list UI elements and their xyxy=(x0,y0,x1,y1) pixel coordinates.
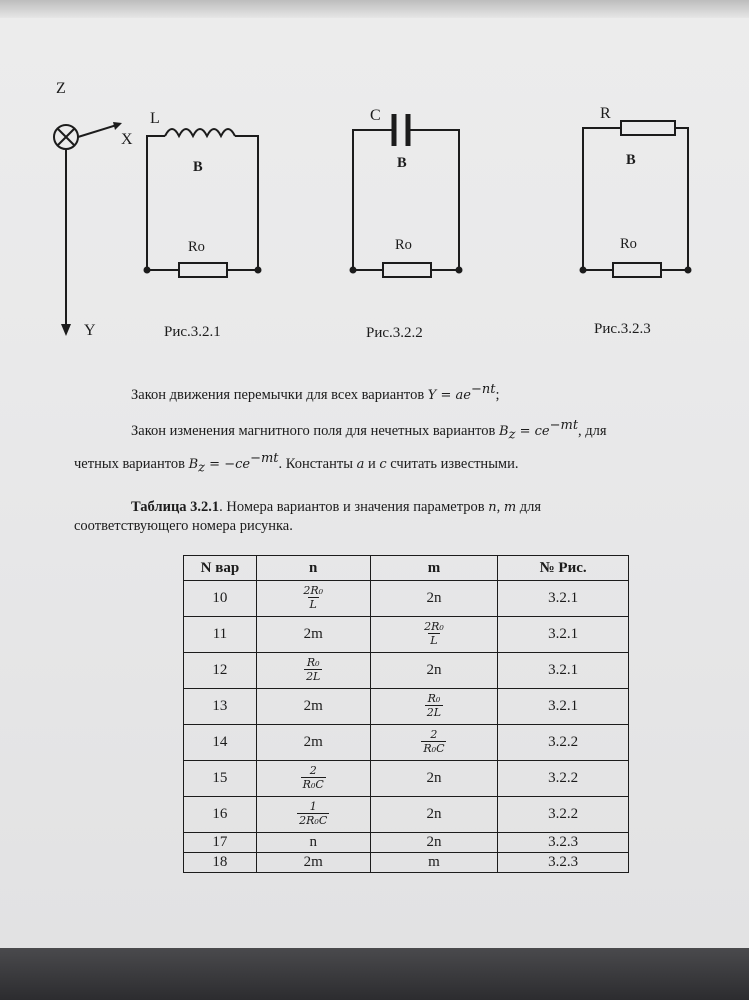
cell-m: m xyxy=(370,853,498,873)
fig2-element-label: C xyxy=(370,107,381,124)
fraction-numerator: R₀ xyxy=(427,692,441,706)
cell-n xyxy=(256,653,370,689)
fraction xyxy=(421,729,446,755)
cell-n: 2m xyxy=(256,853,370,873)
cell-n: 2m xyxy=(256,617,370,653)
junction-dot xyxy=(580,267,587,274)
variants-table xyxy=(183,555,629,873)
cell-figure: 3.2.3 xyxy=(498,853,629,873)
table-row xyxy=(184,853,629,873)
fig3-resistor-label: Ro xyxy=(620,236,637,252)
fraction-numerator: 1 xyxy=(309,800,317,814)
table-row xyxy=(184,653,629,689)
junction-dot xyxy=(255,267,262,274)
fraction-denominator: 2R₀C xyxy=(299,814,328,828)
table-row xyxy=(184,725,629,761)
header-m: m xyxy=(370,556,498,581)
circuit-diagrams xyxy=(0,0,749,360)
fraction-denominator: 2L xyxy=(426,706,442,720)
cell-figure: 3.2.3 xyxy=(498,833,629,853)
table-row xyxy=(184,581,629,617)
cell-variant: 13 xyxy=(184,689,257,725)
cell-m: 2n xyxy=(370,761,498,797)
junction-dot xyxy=(350,267,357,274)
cell-figure: 3.2.2 xyxy=(498,797,629,833)
inductor-coil xyxy=(165,129,235,136)
fraction-denominator: 2L xyxy=(306,670,321,684)
cell-n xyxy=(256,761,370,797)
fig1-field-label: B xyxy=(193,159,203,175)
fraction xyxy=(422,621,446,647)
table-body xyxy=(184,581,629,873)
cell-figure: 3.2.2 xyxy=(498,761,629,797)
fraction xyxy=(425,693,443,719)
axis-label-y: Y xyxy=(84,322,96,339)
cell-m: 2n xyxy=(370,581,498,617)
cell-variant: 15 xyxy=(184,761,257,797)
junction-dot xyxy=(685,267,692,274)
table-caption-line2: соответствующего номера рисунка. xyxy=(74,518,293,534)
cell-variant: 14 xyxy=(184,725,257,761)
cell-variant: 16 xyxy=(184,797,257,833)
cell-variant: 12 xyxy=(184,653,257,689)
junction-dot xyxy=(456,267,463,274)
table-header-row xyxy=(184,556,629,581)
cell-m xyxy=(370,689,498,725)
fraction xyxy=(301,585,325,611)
header-figure: № Рис. xyxy=(498,556,629,581)
cell-n: n xyxy=(256,833,370,853)
cell-n: 2m xyxy=(256,689,370,725)
fig1-caption: Рис.3.2.1 xyxy=(164,324,221,340)
fig2-resistor-label: Ro xyxy=(395,237,412,253)
cell-n xyxy=(256,797,370,833)
fraction-denominator: L xyxy=(309,598,317,612)
table-row xyxy=(184,689,629,725)
fig2-caption: Рис.3.2.2 xyxy=(366,325,423,341)
cell-m xyxy=(370,725,498,761)
fraction xyxy=(304,657,322,683)
table-row xyxy=(184,833,629,853)
cell-figure: 3.2.1 xyxy=(498,653,629,689)
fraction-numerator: 2 xyxy=(430,728,438,742)
cell-m xyxy=(370,617,498,653)
cell-figure: 3.2.1 xyxy=(498,689,629,725)
table-row xyxy=(184,797,629,833)
cell-variant: 11 xyxy=(184,617,257,653)
fraction-denominator: R₀C xyxy=(423,742,445,756)
cell-variant: 10 xyxy=(184,581,257,617)
junction-dot xyxy=(144,267,151,274)
cell-figure: 3.2.1 xyxy=(498,581,629,617)
x-axis-arrow xyxy=(78,124,120,137)
fig1-element-label: L xyxy=(150,110,160,127)
cell-m: 2n xyxy=(370,797,498,833)
cell-n: 2m xyxy=(256,725,370,761)
fraction-numerator: 2 xyxy=(309,764,317,778)
axis-label-x: X xyxy=(121,131,133,148)
header-n: n xyxy=(256,556,370,581)
fraction-numerator: R₀ xyxy=(306,656,320,670)
cell-variant: 18 xyxy=(184,853,257,873)
cell-m: 2n xyxy=(370,653,498,689)
table-row xyxy=(184,617,629,653)
cell-figure: 3.2.1 xyxy=(498,617,629,653)
fig3-field-label: B xyxy=(626,152,636,168)
fraction xyxy=(301,765,326,791)
axis-label-z: Z xyxy=(56,80,66,97)
header-variant: N вар xyxy=(184,556,257,581)
circuit-fig3 xyxy=(583,121,688,277)
fraction-denominator: L xyxy=(430,634,438,648)
resistor-ro-2 xyxy=(383,263,431,277)
fig1-resistor-label: Ro xyxy=(188,239,205,255)
table-caption: Таблица 3.2.1. Номера вариантов и значения параметров n, m для xyxy=(131,499,542,515)
motion-law-line: Закон движения перемычки для всех вариантов $Y = ae^{-nt}$; xyxy=(131,382,500,403)
field-law-even-line: четных вариантов $B_z = -ce^{-mt}$. Константы a и c считать известными. xyxy=(74,451,519,476)
cell-figure: 3.2.2 xyxy=(498,725,629,761)
resistor-ro-1 xyxy=(179,263,227,277)
resistor-ro-3 xyxy=(613,263,661,277)
fig3-caption: Рис.3.2.3 xyxy=(594,321,651,337)
cell-m: 2n xyxy=(370,833,498,853)
table-row xyxy=(184,761,629,797)
field-law-odd-line: Закон изменения магнитного поля для нечетных вариантов $B_z = ce^{-mt}$, для xyxy=(131,418,607,443)
monitor-bezel xyxy=(0,948,749,1000)
fig3-element-label: R xyxy=(600,105,611,122)
fraction-denominator: R₀C xyxy=(302,778,324,792)
fraction xyxy=(297,801,329,827)
cell-n xyxy=(256,581,370,617)
fraction-numerator: 2R₀ xyxy=(303,584,324,598)
resistor-r xyxy=(621,121,675,135)
cell-variant: 17 xyxy=(184,833,257,853)
fraction-numerator: 2R₀ xyxy=(424,620,444,634)
fig2-field-label: B xyxy=(397,155,407,171)
